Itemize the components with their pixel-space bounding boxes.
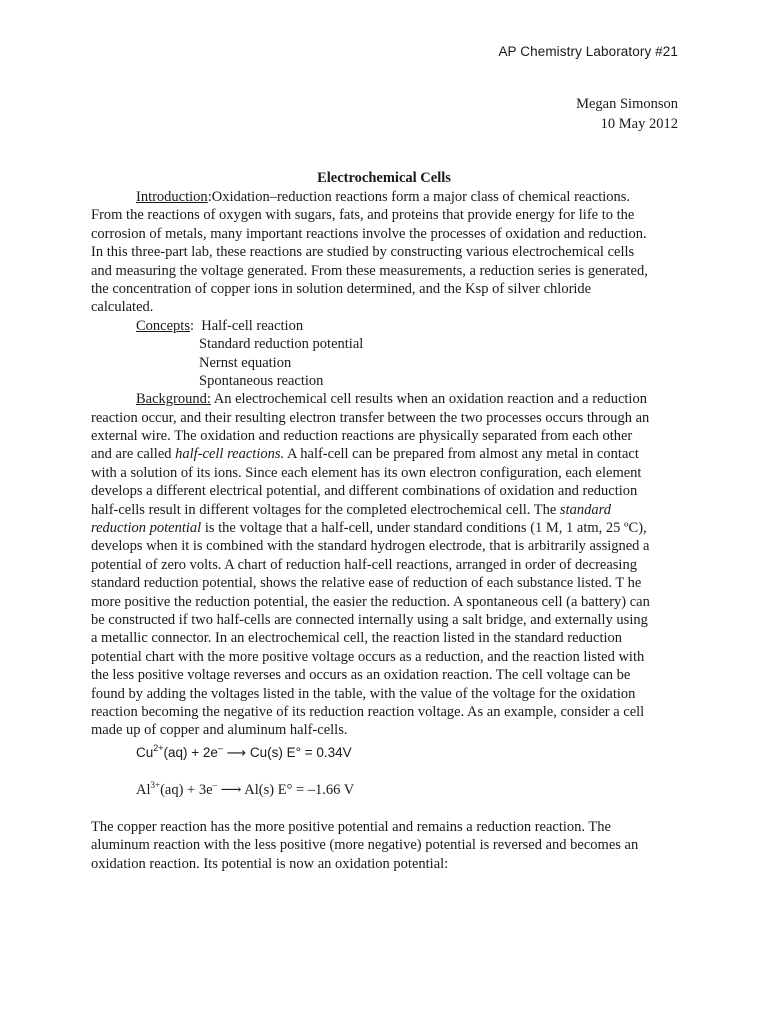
document-date: 10 May 2012 [600, 116, 678, 132]
italic-term: half-cell reactions. [175, 446, 285, 463]
page-header: AP Chemistry Laboratory #21 [498, 44, 678, 59]
concept-item: Nernst equation [199, 354, 292, 371]
background-line: external wire. The oxidation and reduction reactions are physically separated from each other [91, 428, 633, 445]
background-line: develops when it is combined with the standard hydrogen electrode, that is arbitrarily assigned a [91, 538, 650, 555]
background-line: and are called half-cell reactions. A half-cell can be prepared from almost any metal in contact [91, 446, 639, 463]
intro-heading: Introduction [136, 189, 208, 205]
intro-line: In this three-part lab, these reactions are studied by constructing various electrochemical cells [91, 244, 635, 261]
background-line: found by adding the voltages listed in the table, with the value of the voltage for the oxidation [91, 685, 636, 702]
background-line: Background: An electrochemical cell results when an oxidation reaction and a reduction [136, 391, 647, 408]
background-line: potential of zero volts. A chart of reduction half-cell reactions, arranged in order of decreasing [91, 556, 637, 573]
closing-line: The copper reaction has the more positive potential and remains a reduction reaction. The [91, 818, 611, 835]
equation-copper: $Cu^{2+}(aq) + 2e^-$ ⟶ Cu(s) E° = 0.34V [136, 742, 352, 760]
background-line: be constructed if two half-cells are connected internally using a salt bridge, and externally using [91, 611, 648, 628]
intro-line: Introduction:Oxidation–reduction reactions form a major class of chemical reactions. [136, 189, 631, 205]
concept-item: Half-cell reaction [201, 317, 304, 334]
intro-line: the concentration of copper ions in solution determined, and the Ksp of silver chloride [91, 280, 592, 297]
background-line: a metallic connector. In an electrochemical cell, the reaction listed in the standard reduction [91, 630, 623, 647]
italic-term: standard [559, 501, 611, 518]
background-line: potential chart with the more positive voltage occurs as a reduction, and the reaction listed with [91, 648, 645, 665]
background-line: with a solution of its ions. Since each element has its own electron configuration, each element [91, 464, 642, 481]
background-line: standard reduction potential, shows the relative ease of reduction of each substance listed. T he [91, 575, 642, 592]
concepts-heading: Concepts [136, 317, 190, 334]
concepts-line: Concepts: Half-cell reaction [136, 317, 304, 334]
intro-line: corrosion of metals, many important reactions involve the processes of oxidation and reduction. [91, 225, 647, 242]
closing-line: oxidation reaction. Its potential is now an oxidation potential: [91, 855, 449, 872]
background-line: reaction occur, and their resulting electron transfer between the two processes occurs through an [91, 409, 650, 426]
background-line: develops a different electrical potential, and different combinations of oxidation and reduction [91, 483, 638, 500]
concept-item: Standard reduction potential [199, 336, 364, 353]
author-name: Megan Simonson [576, 96, 678, 112]
document-body [91, 188, 681, 873]
background-heading: Background: [136, 391, 211, 408]
closing-line: aluminum reaction with the less positive (more negative) potential is reversed and becomes an [91, 837, 639, 854]
intro-line: and measuring the voltage generated. From these measurements, a reduction series is generated, [91, 262, 648, 279]
background-line: the less positive voltage reverses and occurs as an oxidation reaction. The cell voltage can be [91, 667, 631, 684]
equation-aluminum: $Al^{3+}(aq) + 3e^-$ ⟶ Al(s) E° = –1.66 V [136, 779, 355, 798]
concept-item: Spontaneous reaction [199, 372, 324, 389]
intro-line: calculated. [91, 299, 154, 316]
background-line: more positive the reduction potential, the easier the reduction. A spontaneous cell (a battery) can [91, 593, 650, 610]
background-line: half-cells result in different voltages for the completed electrochemical cell. The standard [91, 501, 611, 518]
background-line: made up of copper and aluminum half-cells. [91, 722, 348, 739]
background-line: reduction potential is the voltage that a half-cell, under standard conditions (1 M, 1 atm, 25 ºC), [91, 520, 647, 537]
italic-term: reduction potential [91, 520, 202, 537]
background-line: reaction becoming the negative of its reduction reaction voltage. As an example, consider a cell [91, 703, 645, 720]
intro-line: From the reactions of oxygen with sugars, fats, and proteins that provide energy for life to the [91, 207, 635, 224]
author-block [576, 94, 678, 134]
document-title: Electrochemical Cells [317, 170, 451, 186]
